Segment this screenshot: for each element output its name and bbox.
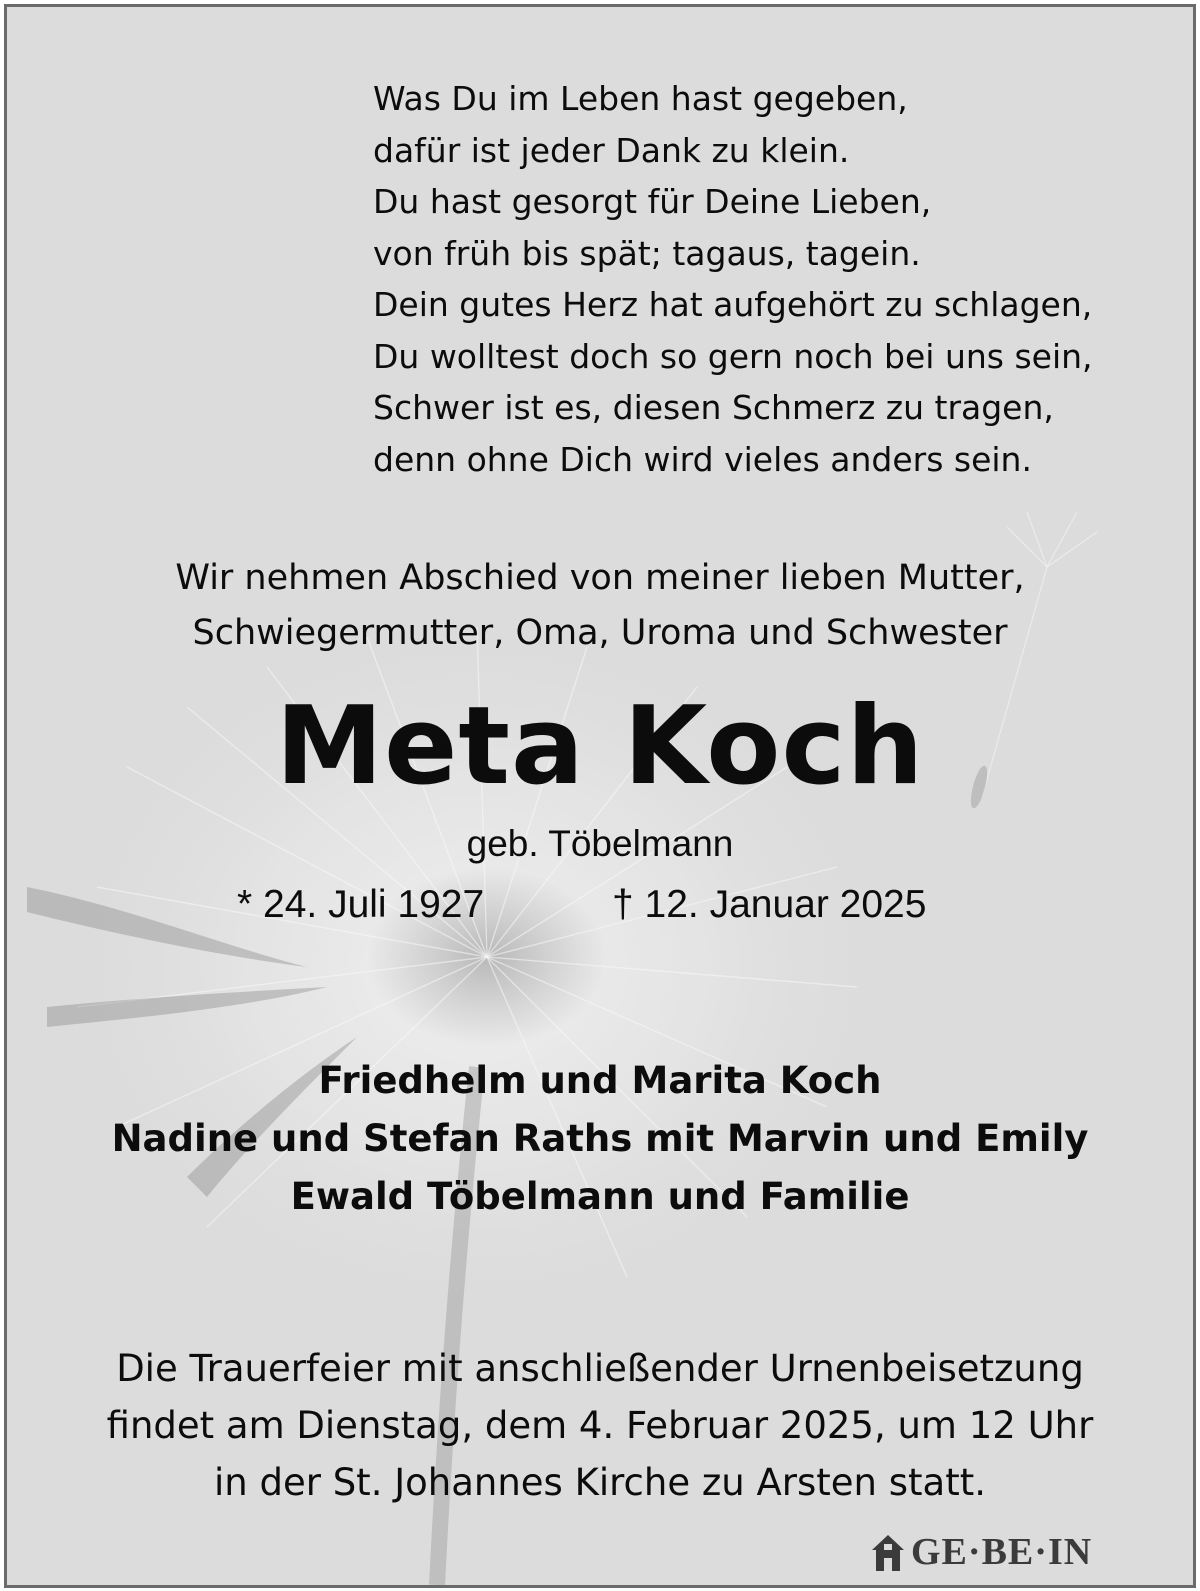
- mourner-line: Ewald Töbelmann und Familie: [290, 1175, 910, 1218]
- deceased-name: Meta Koch: [275, 684, 925, 809]
- service-line: Die Trauerfeier mit anschließender Urnenbeisetzung: [116, 1347, 1084, 1390]
- house-icon: [869, 1530, 907, 1574]
- poem-line: dafür ist jeder Dank zu klein.: [373, 130, 850, 170]
- mourner-line: Nadine und Stefan Raths mit Marvin und Emily: [111, 1117, 1089, 1160]
- poem-line: denn ohne Dich wird vieles anders sein.: [373, 439, 1032, 479]
- mourner-line: Friedhelm und Marita Koch: [318, 1059, 882, 1102]
- intro-line: Wir nehmen Abschied von meiner lieben Mutter,: [175, 558, 1025, 598]
- publisher-logo: [869, 1529, 1092, 1575]
- poem-line: Was Du im Leben hast gegeben,: [373, 79, 908, 118]
- poem: [373, 73, 1173, 485]
- obituary-notice: [4, 4, 1196, 1588]
- intro-line: Schwiegermutter, Oma, Uroma und Schwester: [192, 613, 1008, 653]
- mourners-list: [7, 1052, 1193, 1226]
- farewell-intro: [7, 551, 1193, 661]
- logo-text: GE·BE·IN: [911, 1531, 1093, 1573]
- funeral-service-info: [7, 1340, 1193, 1511]
- service-line: findet am Dienstag, dem 4. Februar 2025, um 12 Uhr: [106, 1404, 1094, 1447]
- service-line: in der St. Johannes Kirche zu Arsten statt.: [213, 1461, 986, 1504]
- maiden-name: geb. Töbelmann: [466, 823, 734, 864]
- death-date: † 12. Januar 2025: [612, 883, 927, 926]
- poem-line: Schwer ist es, diesen Schmerz zu tragen,: [373, 388, 1054, 427]
- poem-line: Du hast gesorgt für Deine Lieben,: [373, 182, 932, 221]
- birth-date: * 24. Juli 1927: [237, 883, 485, 926]
- poem-line: von früh bis spät; tagaus, tagein.: [373, 233, 921, 273]
- poem-line: Du wolltest doch so gern noch bei uns sein,: [373, 336, 1093, 376]
- poem-line: Dein gutes Herz hat aufgehört zu schlagen,: [373, 285, 1093, 324]
